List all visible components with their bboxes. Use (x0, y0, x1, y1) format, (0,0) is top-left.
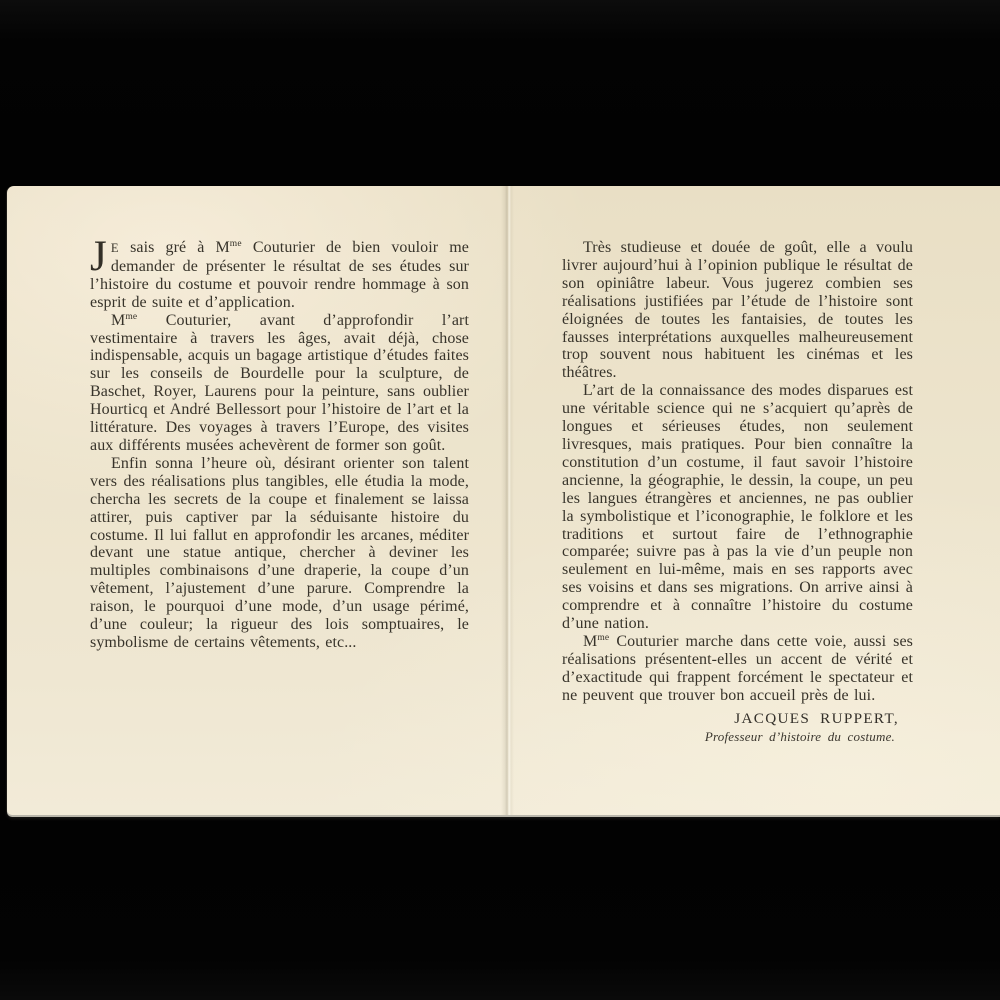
paragraph-art-connaissance (562, 382, 913, 633)
paragraph-je-sais-gre (90, 233, 469, 312)
paragraph-text: M (583, 632, 598, 650)
signature-name: JACQUES RUPPERT, (734, 709, 899, 727)
paragraph-text: Très studieuse et douée de goût, elle a voulu livrer aujourd’hui à l’opinion publique le résultat de son opiniâtre labeur. Vous jugerez combien ses réalisations justifiées par l’étude de l’histoire sont éloignées de toutes les fantaisies, de toutes les fausses interprétations auxquelles malheureusement trop souvent nous habituent les cinémas et les théâtres. (562, 239, 913, 382)
paragraph-text: Couturier marche dans cette voie, aussi ses réalisations présentent-elles un accent de vérité et d’exactitude qui frappent forcément le spectateur et ne peuvent que trouver bon accueil près de lui. (562, 632, 913, 704)
right-page-column (562, 239, 913, 746)
paragraph-tres-studieuse (562, 239, 913, 382)
superscript-me: me (125, 311, 138, 322)
paragraph-mme-couturier-voie (562, 633, 913, 705)
paragraph-text: Couturier de bien vouloir me demander de présenter le résultat de ses études sur l’histoire du costume et pouvoir rendre hommage à son esprit de suite et d’application. (90, 239, 469, 311)
signature-block (562, 710, 913, 747)
superscript-me: me (597, 632, 610, 643)
paragraph-text: M (111, 311, 126, 329)
superscript-me: me (229, 239, 242, 249)
dropcap-initial: J (90, 233, 107, 280)
paragraph-mme-couturier-formation (90, 312, 469, 455)
paragraph-text: sais gré à M (119, 239, 230, 256)
signature-title: Professeur d’histoire du costume. (704, 729, 895, 745)
paragraph-enfin-sonna (90, 455, 469, 652)
paragraph-text: L’art de la connaissance des modes disparues est une véritable science qui ne s’acquiert qu’après de longues et sérieuses études, non seulement livresques, mais pratiques. Pour bien connaître la constitution d’un costume, il faut savoir l’histoire ancienne, la géographie, le dessin, la coupe, un peu les langues étrangères et anciennes, ne pas oublier la symbolistique et l’iconographie, le folklore et les traditions et surtout faire de l’ethnographie comparée; suivre pas à pas la vie d’un peuple non seulement en lui-même, mais en ses rapports avec ses voisins et dans ses migrations. On arrive ainsi à comprendre et à connaître l’histoire du costume d’une nation. (562, 382, 913, 633)
booklet-spread (7, 186, 1000, 815)
paragraph-text: Enfin sonna l’heure où, désirant orienter son talent vers des réalisations plus tangibles, elle étudia la mode, chercha les secrets de la coupe et finalement se laissa attirer, puis captiver par la séduisante histoire du costume. Il lui fallut en approfondir les arcanes, méditer devant une statue antique, chercher à deviner les multiples combinaisons d’une draperie, la coupe d’un vêtement, l’ajustement d’une parure. Comprendre la raison, le pourquoi d’une mode, d’un usage périmé, d’une couleur; la rigueur des lois somptuaires, le symbolisme de certains vêtements, etc... (90, 454, 469, 651)
paragraph-text: Couturier, avant d’approfondir l’art vestimentaire à travers les âges, avait déjà, chose indispensable, acquis un bagage artistique d’études faites sur les conseils de Bourdelle pour la sculpture, de Baschet, Royer, Laurens pour la peinture, sans oublier Hourticq et André Bellessort pour l’histoire de l’art et la littérature. Des voyages à travers l’Europe, des visites aux différents musées achevèrent de former son goût. (90, 311, 469, 454)
center-fold (501, 186, 514, 815)
left-page-column (90, 233, 469, 652)
smallcap-letter: E (110, 241, 120, 255)
